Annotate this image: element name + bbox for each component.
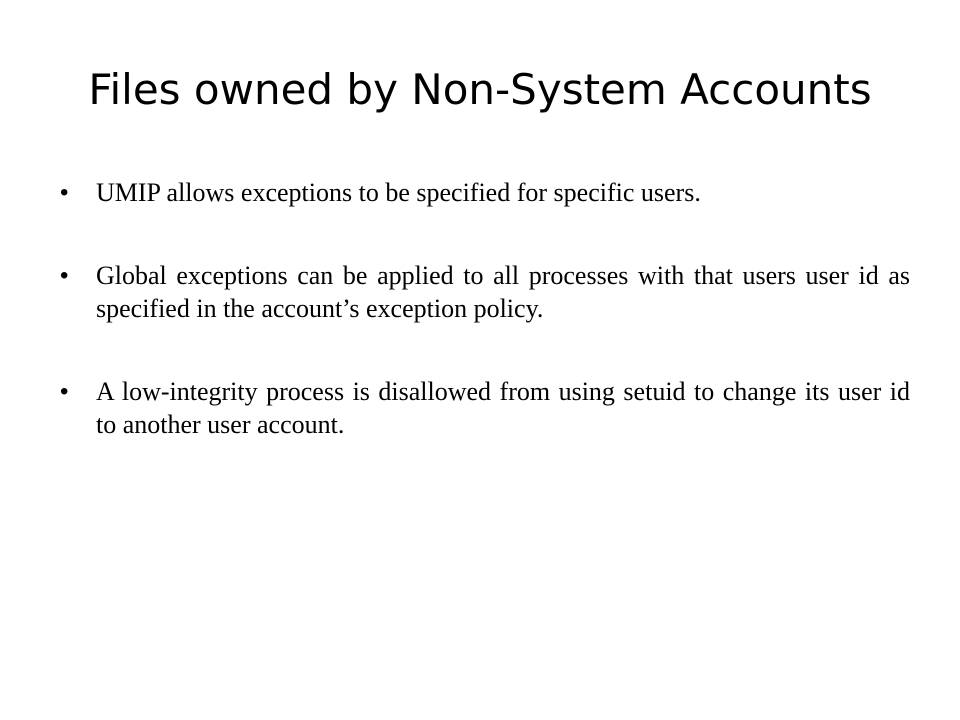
bullet-item [60,259,910,325]
slide-title: Files owned by Non-System Accounts [88,65,872,114]
bullet-list [60,176,910,441]
bullet-icon: • [60,378,69,405]
bullet-icon: • [60,179,69,206]
bullet-text: UMIP allows exceptions to be specified for specific users. [96,178,701,207]
bullet-icon: • [60,262,69,289]
bullet-item [60,375,910,441]
bullet-item [60,176,910,209]
bullet-text: A low-integrity process is disallowed from using setuid to change its user id to another user account. [96,377,910,439]
bullet-text: Global exceptions can be applied to all processes with that users user id as specified in the account’s exception policy. [96,261,910,323]
